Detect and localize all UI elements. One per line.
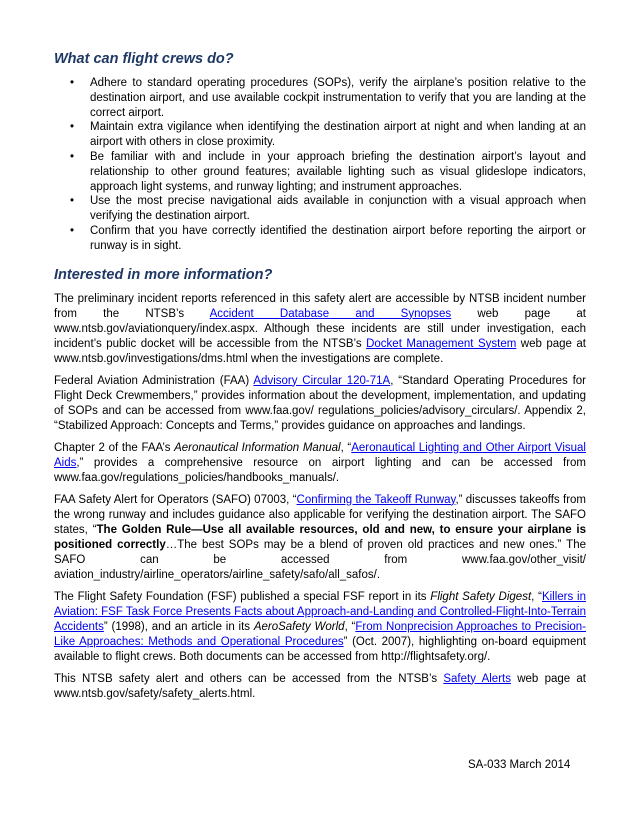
document-page (54, 50, 586, 709)
paragraph-aim-chapter-2: Chapter 2 of the FAA’s Aeronautical Information Manual, “Aeronautical Lighting and Other Airport Visual Aids,” provides a comprehensive resource on airport lighting and can be accessed from www.faa.gov/regulations_policies/handbooks_manuals/. (54, 441, 586, 484)
paragraph-faa-advisory-circular: Federal Aviation Administration (FAA) Advisory Circular 120-71A, “Standard Operating Procedures for Flight Deck Crewmembers,” provides information about the development, implementation, and updating of SOPs and can be accessed from www.faa.gov/ regulations_policies/advisory_circulars/. Appendix 2, “Stabilized Approach: Concepts and Terms,” provides guidance on approaches and landings. (54, 374, 586, 432)
list-item: • Use the most precise navigational aids available in conjunction with a visual approach when verifying the destination airport. (90, 194, 586, 224)
paragraph-safo: FAA Safety Alert for Operators (SAFO) 07003, “Confirming the Takeoff Runway,” discusses takeoffs from the wrong runway and includes guidance also applicable for verifying the destination airport. The SAFO states, “The Golden Rule—Use all available resources, old and new, to ensure your airplane is positioned correctly…The best SOPs may be a blend of proven old practices and new ones.” The SAFO can be accessed from www.faa.gov/other_visit/ aviation_industry/airline_operators/airline_safety/safo/all_safos/. (54, 493, 586, 581)
paragraph-incident-reports: The preliminary incident reports referenced in this safety alert are accessible by NTSB incident number from the NTSB’s Accident Database and Synopses web page at www.ntsb.gov/aviationquery/index.aspx. Although these incidents are still under investigation, each incident’s public docket will be accessible from the NTSB’s Docket Management System web page at www.ntsb.gov/investigations/dms.html when the investigations are complete. (54, 292, 586, 365)
list-item: • Confirm that you have correctly identified the destination airport before reporting the airport or runway is in sight. (90, 224, 586, 254)
heading-flight-crews: What can flight crews do? (54, 51, 234, 67)
paragraph-safety-alerts: This NTSB safety alert and others can be accessed from the NTSB’s Safety Alerts web page at www.ntsb.gov/safety/safety_alerts.html. (54, 672, 587, 700)
link-docket-management-system[interactable]: Docket Management System (366, 337, 517, 350)
flight-crew-actions-list (54, 76, 586, 254)
link-advisory-circular[interactable]: Advisory Circular 120-71A (253, 374, 391, 387)
heading-more-information: Interested in more information? (54, 266, 273, 283)
link-safety-alerts[interactable]: Safety Alerts (443, 672, 511, 685)
page-footer: SA-033 March 2014 (468, 759, 571, 771)
link-nonprecision-approaches[interactable]: From Nonprecision Approaches to Precision-Like Approaches: Methods and Operational Procedures (54, 620, 586, 648)
link-aeronautical-lighting[interactable]: Aeronautical Lighting and Other Airport Visual Aids (54, 441, 586, 469)
link-accident-database[interactable]: Accident Database and Synopses (209, 307, 452, 320)
list-item: • Maintain extra vigilance when identifying the destination airport at night and when landing at an airport with others in close proximity. (90, 120, 586, 150)
link-killers-in-aviation[interactable]: Killers in Aviation: FSF Task Force Presents Facts about Approach-and-Landing and Controlled-Flight-Into-Terrain Accidents (54, 590, 586, 633)
link-confirming-takeoff-runway[interactable]: Confirming the Takeoff Runway (296, 493, 456, 506)
list-item: • Adhere to standard operating procedures (SOPs), verify the airplane’s position relative to the destination airport, and use available cockpit instrumentation to verify that you are landing at the correct airport. (90, 76, 586, 120)
list-item: • Be familiar with and include in your approach briefing the destination airport’s layout and relationship to other ground features; available lighting such as visual glideslope indicators, approach light systems, and runway lighting; and instrument approaches. (90, 150, 586, 194)
paragraph-flight-safety-foundation: The Flight Safety Foundation (FSF) published a special FSF report in its Flight Safety Digest, “Killers in Aviation: FSF Task Force Presents Facts about Approach-and-Landing and Controlled-Flight-Into-Terrain Accidents” (1998), and an article in its AeroSafety World, “From Nonprecision Approaches to Precision-Like Approaches: Methods and Operational Procedures” (Oct. 2007), highlighting on-board equipment available to flight crews. Both documents can be accessed from http://flightsafety.org/. (54, 590, 586, 663)
